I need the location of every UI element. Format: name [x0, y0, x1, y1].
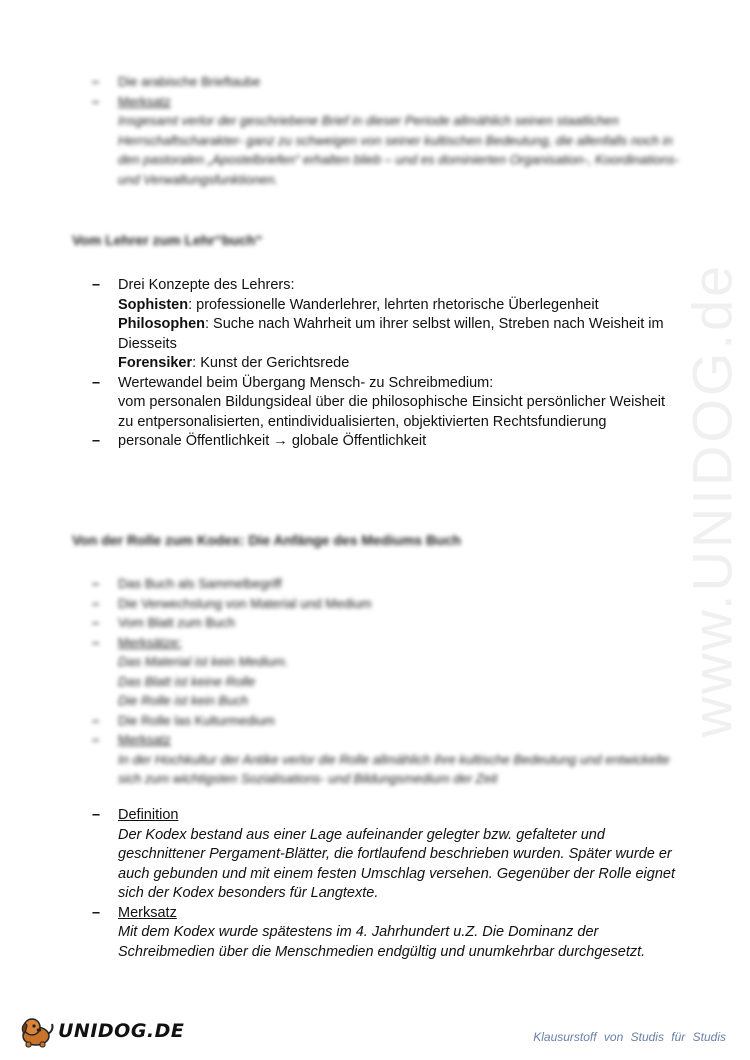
definition-text: Der Kodex bestand aus einer Lage aufeinander gelegter bzw. gefalteter und geschnittener Pergament-Blätter, die fortlaufend beschrieben wurden. Später wurde er auch gebunden und mit einem festen Umschlag versehen. Gegenüber der Rolle eignet sich der Kodex besonders für Langtexte. — [118, 826, 675, 901]
merksatz-line: Die Rolle ist kein Buch — [118, 693, 249, 708]
list-item: – Merksatz In der Hochkultur der Antike verlor die Rolle allmählich ihre kultische Bedeutung und entwickelte sich zum wichtigsten Sozialisations- und Bildungsmedium der Zeit — [92, 730, 680, 789]
section1-list — [92, 276, 680, 452]
list-item: – Die arabische Brieftaube — [92, 74, 261, 89]
section3-list — [92, 806, 680, 962]
term: Forensiker — [118, 355, 193, 371]
list-item-text: vom personalen Bildungsideal über die philosophische Einsicht persönlicher Weisheit zu entpersonalisierten, entindividualisierten, objektivierten Rechtsfundierung — [118, 394, 666, 430]
dog-icon — [18, 1014, 56, 1048]
section0-list — [92, 72, 680, 189]
list-item-label: Drei Konzepte des Lehrers: — [118, 277, 295, 293]
list-item-label: Die Verwechslung von Material und Medium — [118, 595, 372, 611]
term: Sophisten — [118, 296, 189, 313]
list-item-label: Vom Blatt zum Buch — [118, 615, 236, 630]
term-description: : Kunst der Gerichtsrede — [192, 355, 350, 371]
list-item: – Das Buch als Sammelbegriff — [92, 576, 282, 591]
concept-sophisten — [118, 296, 680, 316]
list-item: – Die Rolle las Kulturmedium — [92, 712, 275, 728]
concept-philosophen — [118, 315, 680, 354]
watermark: www.UNIDOG.de — [680, 262, 744, 738]
merksatz-label: Merksatz — [118, 904, 177, 921]
list-item: – Definition Der Kodex bestand aus einer Lage aufeinander gelegter bzw. gefalteter und geschnittener Pergament-Blätter, die fortlaufend beschrieben wurden. Später wurde er auch gebunden und mit einem festen Umschlag versehen. Gegenüber der Rolle eignet sich der Kodex besonders für Langtexte. — [92, 806, 680, 904]
list-item: – Merksätze: Das Material ist kein Medium. Das Blatt ist keine Rolle Die Rolle ist kein Buch — [92, 633, 680, 711]
merksatz-text: In der Hochkultur der Antike verlor die Rolle allmählich ihre kultische Bedeutung und entwickelte sich zum wichtigsten Sozialisations- und Bildungsmedium der Zeit — [118, 751, 670, 786]
merksatz-text: Insgesamt verlor der geschriebene Brief in dieser Periode allmählich seinen staatlichen Herrschaftscharakter- ganz zu schweigen von seiner kultischen Bedeutung, die allenfalls noch in den pastoralen „Apostelbriefen“ erhalten blieb – und es dominierten Organisation-, Koordinations- und Verwaltungsfunktionen. — [118, 113, 679, 187]
term-description: : Suche nach Wahrheit um ihrer selbst willen, Streben nach Weisheit im Diesseits — [118, 316, 664, 352]
merksatz-text: Mit dem Kodex wurde spätestens im 4. Jahrhundert u.Z. Die Dominanz der Schreibmedien über die Menschmedien endgültig und unumkehrbar durchgesetzt. — [118, 924, 646, 960]
list-item-label: Die arabische Brieftaube — [118, 74, 261, 89]
list-item-label: Merksatz — [118, 93, 171, 109]
section2-list — [92, 574, 680, 789]
list-item-label: personale Öffentlichkeit → globale Öffentlichkeit — [118, 433, 427, 449]
list-item-label: Wertewandel beim Übergang Mensch- zu Schreibmedium: — [118, 374, 494, 391]
list-item-label: Das Buch als Sammelbegriff — [118, 576, 282, 591]
list-item: – Merksatz Insgesamt verlor der geschriebene Brief in dieser Periode allmählich seinen staatlichen Herrschaftscharakter- ganz zu schweigen von seiner kultischen Bedeutung, die allenfalls noch in den pastoralen „Apostelbriefen“ erhalten blieb – und es dominierten Organisation-, Koordinations- und Verwaltungsfunktionen. — [92, 92, 680, 190]
list-item: – Merksatz Mit dem Kodex wurde spätestens im 4. Jahrhundert u.Z. Die Dominanz der Schreibmedien über die Menschmedien endgültig und unumkehrbar durchgesetzt. — [92, 904, 680, 963]
merksatz-line: Das Material ist kein Medium. — [118, 654, 289, 669]
logo-text: UNIDOG.DE — [58, 1020, 185, 1042]
section-heading: Vom Lehrer zum Lehr“buch“ — [72, 232, 263, 248]
list-item-label: Die Rolle las Kulturmedium — [118, 712, 275, 728]
term: Philosophen — [118, 316, 205, 332]
section-heading: Von der Rolle zum Kodex: Die Anfänge des Mediums Buch — [72, 532, 461, 548]
merksatz-line: Das Blatt ist keine Rolle — [118, 673, 256, 689]
list-item-label: Merksatz — [118, 732, 171, 747]
term-description: : professionelle Wanderlehrer, lehrten rhetorische Überlegenheit — [188, 296, 599, 313]
footer-tagline: Klausurstoff von Studis für Studis — [533, 1030, 726, 1044]
list-item: – Wertewandel beim Übergang Mensch- zu Schreibmedium: vom personalen Bildungsideal über die philosophische Einsicht persönlicher Weisheit zu entpersonalisierten, entindividualisierten, objektivierten Rechtsfundierung — [92, 374, 680, 433]
list-item: – Die Verwechslung von Material und Medium — [92, 595, 372, 611]
list-item: – Vom Blatt zum Buch — [92, 615, 236, 630]
list-item: – Drei Konzepte des Lehrers: Sophisten: professionelle Wanderlehrer, lehrten rhetorische Überlegenheit Philosophen: Suche nach Wahrheit um ihrer selbst willen, Streben nach Weisheit im Diesseits Forensiker: Kunst der Gerichtsrede — [92, 276, 680, 374]
unidog-logo — [18, 1014, 184, 1048]
list-item: – personale Öffentlichkeit → globale Öffentlichkeit — [92, 433, 427, 449]
list-item-label: Merksätze: — [118, 634, 182, 650]
concept-forensiker — [118, 354, 680, 374]
definition-label: Definition — [118, 807, 179, 823]
